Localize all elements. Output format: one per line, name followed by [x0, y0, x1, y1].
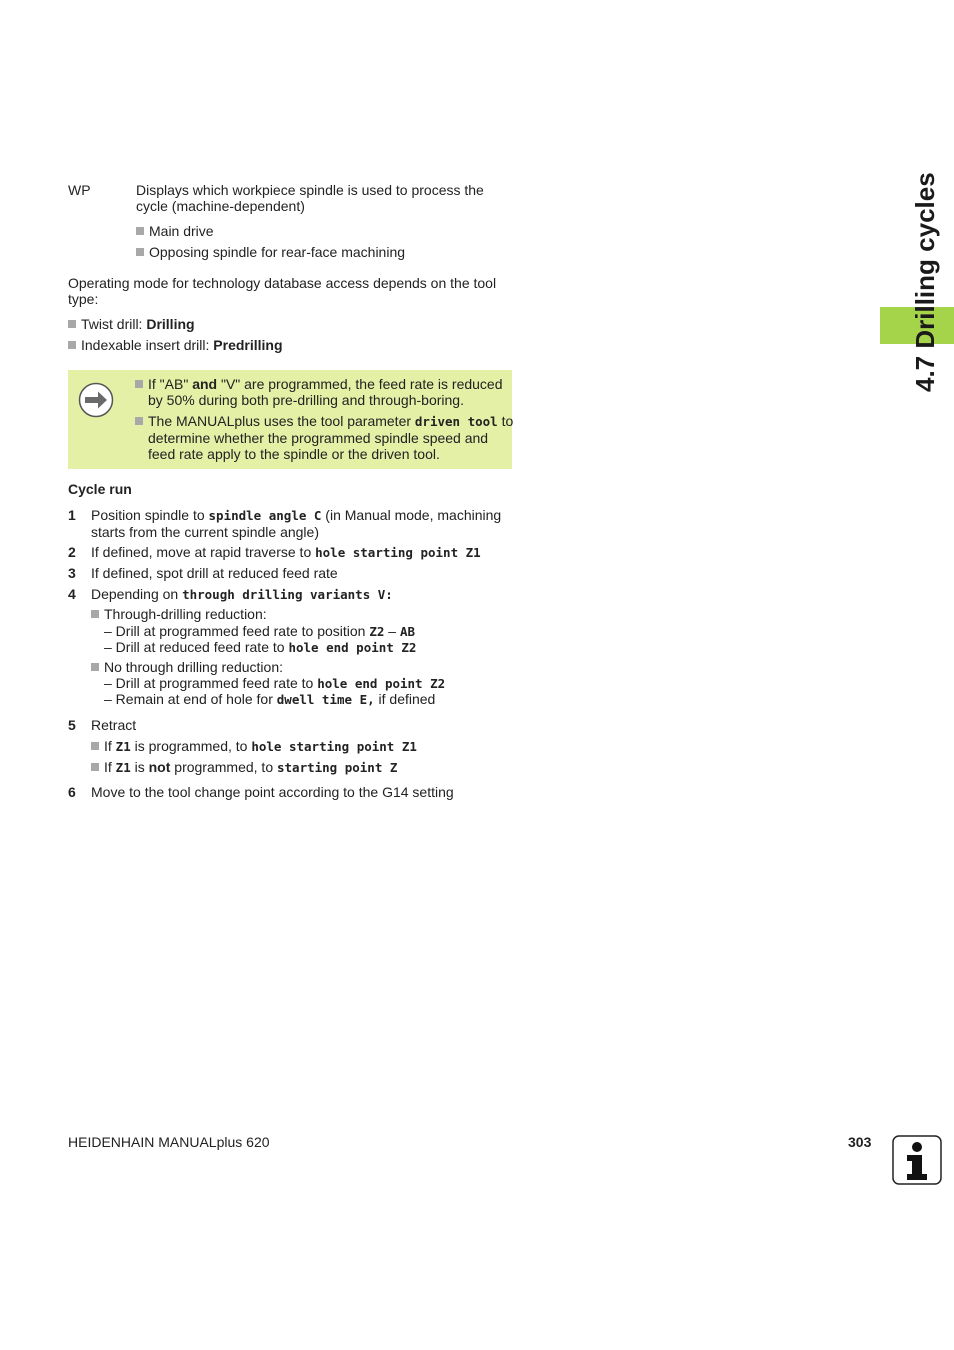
arrow-right-icon	[78, 382, 114, 418]
wp-option-main-drive: Main drive	[136, 223, 214, 239]
step-4a-line-1: – Drill at programmed feed rate to position Z2 – AB	[104, 623, 416, 639]
bullet-square-icon	[91, 763, 99, 771]
step-5-option-b: If Z1 is not programmed, to starting point Z	[91, 759, 397, 776]
wp-option-opposing-spindle: Opposing spindle for rear-face machining	[136, 244, 405, 260]
step-number: 3	[68, 565, 76, 581]
step-number: 2	[68, 544, 76, 560]
note-item-driven-tool: The MANUALplus uses the tool parameter driven tool to determine whether the programmed spindle speed and feed rate apply to the spindle or the driven tool.	[135, 413, 518, 462]
step-5-text: Retract	[91, 717, 137, 733]
bullet-square-icon	[135, 417, 143, 425]
step-4-text: Depending on through drilling variants V:	[91, 586, 393, 602]
step-6-text: Move to the tool change point according to the G14 setting	[91, 784, 454, 800]
note-box	[68, 370, 512, 469]
step-2-text: If defined, move at rapid traverse to hole starting point Z1	[91, 544, 481, 560]
tool-type-twist-drill: Twist drill: Drilling	[68, 316, 195, 332]
bullet-square-icon	[68, 341, 76, 349]
bullet-square-icon	[68, 320, 76, 328]
step-4-no-through-drilling-reduction: No through drilling reduction:	[91, 659, 283, 675]
wp-term: WP	[68, 182, 91, 198]
footer-product-name: HEIDENHAIN MANUALplus 620	[68, 1134, 270, 1150]
note-item-feed-reduction: If "AB" and "V" are programmed, the feed rate is reduced by 50% during both pre-drilling and through-boring.	[135, 376, 518, 408]
step-number: 4	[68, 586, 76, 602]
step-number: 5	[68, 717, 76, 733]
chapter-title: 4.7 Drilling cycles	[910, 172, 940, 392]
step-4b-line-2: – Remain at end of hole for dwell time E, if defined	[104, 691, 436, 707]
bullet-square-icon	[136, 248, 144, 256]
step-5-option-a: If Z1 is programmed, to hole starting point Z1	[91, 738, 417, 755]
bullet-square-icon	[91, 742, 99, 750]
bullet-square-icon	[136, 227, 144, 235]
step-1-text: Position spindle to spindle angle C (in Manual mode, machining starts from the current spindle angle)	[91, 507, 502, 540]
cycle-run-heading: Cycle run	[68, 481, 132, 497]
wp-description: Displays which workpiece spindle is used to process the cycle (machine-dependent)	[136, 182, 484, 214]
bullet-square-icon	[91, 610, 99, 618]
page-number: 303	[848, 1134, 872, 1150]
step-4b-line-1: – Drill at programmed feed rate to hole end point Z2	[104, 675, 446, 691]
info-icon	[892, 1135, 942, 1185]
step-number: 1	[68, 507, 76, 523]
operating-mode-paragraph: Operating mode for technology database access depends on the tool type:	[68, 275, 497, 307]
step-3-text: If defined, spot drill at reduced feed rate	[91, 565, 338, 581]
bullet-square-icon	[135, 380, 143, 388]
tool-type-indexable-insert: Indexable insert drill: Predrilling	[68, 337, 283, 353]
step-number: 6	[68, 784, 76, 800]
bullet-square-icon	[91, 663, 99, 671]
step-4-through-drilling-reduction: Through-drilling reduction:	[91, 606, 267, 622]
step-4a-line-2: – Drill at reduced feed rate to hole end point Z2	[104, 639, 417, 655]
